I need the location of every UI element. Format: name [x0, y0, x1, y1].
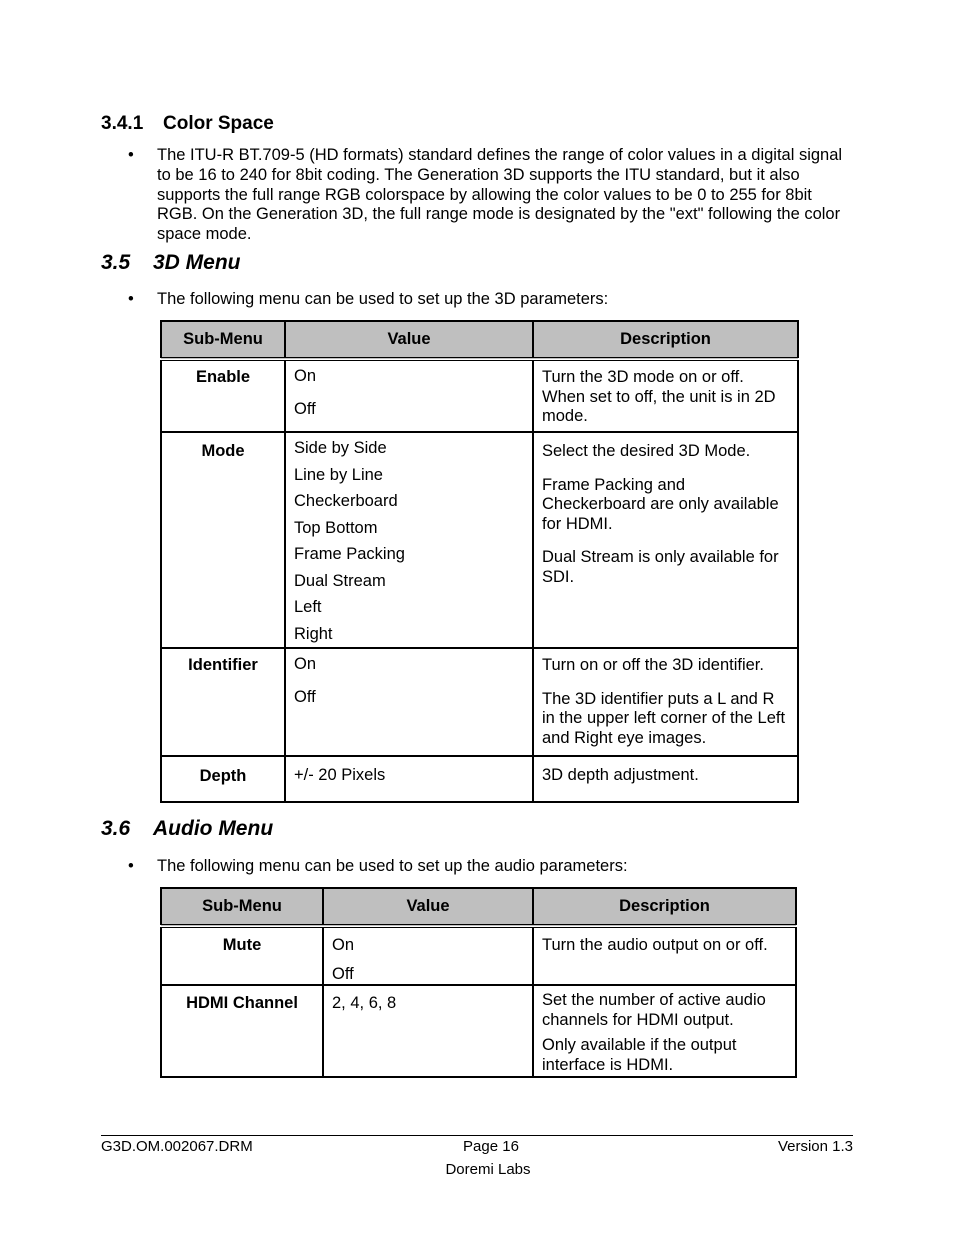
header-cell: Sub-Menu [161, 888, 323, 926]
footer-divider [101, 1135, 853, 1136]
header-cell: Description [533, 321, 798, 359]
section-341-heading [101, 113, 274, 135]
description-cell [533, 926, 796, 985]
table-row [161, 926, 796, 985]
sub-menu-cell: Mute [161, 926, 323, 985]
paragraph: The following menu can be used to set up the 3D parameters: [157, 290, 609, 308]
list-item [128, 146, 848, 246]
value-option: Right [294, 624, 333, 643]
table-row [161, 359, 798, 432]
sub-menu-cell: Identifier [161, 648, 285, 756]
description-text: Only available if the output interface is HDMI. [542, 1036, 737, 1074]
value-option: Left [294, 598, 322, 616]
description-cell [533, 985, 796, 1077]
value-option: On [332, 936, 355, 954]
table-row [161, 432, 798, 648]
bullet-icon: • [128, 857, 134, 875]
section-title: Color Space [163, 113, 274, 134]
paragraph: The following menu can be used to set up the audio parameters: [157, 857, 628, 875]
bullet-icon: • [128, 146, 134, 164]
sub-menu-cell: Mode [161, 432, 285, 648]
description-cell [533, 432, 798, 648]
description-text: The 3D identifier puts a L and R in the upper left corner of the Left and Right eye images. [542, 689, 786, 747]
section-number: 3.6 [101, 817, 131, 840]
menu-table-audio [160, 887, 797, 1078]
value-cell [285, 648, 533, 756]
value-cell [285, 432, 533, 648]
section-35-heading [101, 251, 241, 275]
header-cell: Value [285, 321, 533, 359]
description-text: Turn the 3D mode on or off. When set to off, the unit is in 2D mode. [542, 368, 776, 426]
description-text: Dual Stream is only available for SDI. [542, 548, 779, 586]
section-title: Audio Menu [153, 817, 274, 840]
description-text: Set the number of active audio channels for HDMI output. [542, 991, 766, 1029]
header-cell: Description [533, 888, 796, 926]
sub-menu-cell: HDMI Channel [161, 985, 323, 1077]
table-row [161, 985, 796, 1077]
header-cell: Sub-Menu [161, 321, 285, 359]
paragraph: The ITU-R BT.709-5 (HD formats) standard defines the range of color values in a digital signal to be 16 to 240 for 8bit coding. The Generation 3D supports the ITU standard, but it also supports the full range RGB colorspace by allowing the color values to be 0 to 255 for 8bit RGB. On the Generation 3D, the full range mode is designated by the "ext" following the color space mode. [157, 146, 843, 244]
value-option: On [294, 655, 317, 673]
sub-menu-cell: Enable [161, 359, 285, 432]
list-item [128, 857, 848, 877]
value-option: Off [294, 400, 316, 418]
menu-table-3d [160, 320, 799, 803]
value-option: Frame Packing [294, 545, 405, 563]
description-text: Select the desired 3D Mode. [542, 442, 751, 460]
footer-version: Version 1.3 [777, 1138, 853, 1155]
value-option: Checkerboard [294, 492, 398, 510]
value-option: 2, 4, 6, 8 [332, 994, 397, 1012]
value-cell [323, 985, 533, 1077]
table-header-row [161, 888, 796, 926]
footer-doc-id: G3D.OM.002067.DRM [101, 1138, 253, 1155]
value-cell [285, 359, 533, 432]
section-title: 3D Menu [153, 251, 241, 274]
table-row [161, 756, 798, 802]
value-option: Line by Line [294, 465, 383, 484]
section-36-heading [101, 817, 273, 841]
footer-page-number: Page 16 [463, 1138, 519, 1155]
value-option: Top Bottom [294, 518, 378, 537]
list-item [128, 290, 848, 310]
value-option: Side by Side [294, 439, 387, 457]
value-option: Dual Stream [294, 571, 386, 590]
header-cell: Value [323, 888, 533, 926]
footer-company: Doremi Labs [445, 1161, 531, 1178]
sub-menu-cell: Depth [161, 756, 285, 802]
description-text: Turn the audio output on or off. [542, 936, 768, 954]
description-text: Frame Packing and Checkerboard are only available for HDMI. [542, 475, 779, 533]
value-cell [285, 756, 533, 802]
value-option: Off [332, 965, 354, 983]
description-cell [533, 756, 798, 802]
section-number: 3.4.1 [101, 113, 144, 134]
value-cell [323, 926, 533, 985]
value-option: +/- 20 Pixels [294, 766, 386, 784]
description-text: Turn on or off the 3D identifier. [542, 656, 764, 674]
description-text: 3D depth adjustment. [542, 766, 699, 784]
value-option: On [294, 367, 317, 385]
description-cell [533, 648, 798, 756]
section-number: 3.5 [101, 251, 131, 274]
description-cell [533, 359, 798, 432]
table-row [161, 648, 798, 756]
bullet-icon: • [128, 290, 134, 308]
table-header-row [161, 321, 798, 359]
value-option: Off [294, 688, 316, 706]
